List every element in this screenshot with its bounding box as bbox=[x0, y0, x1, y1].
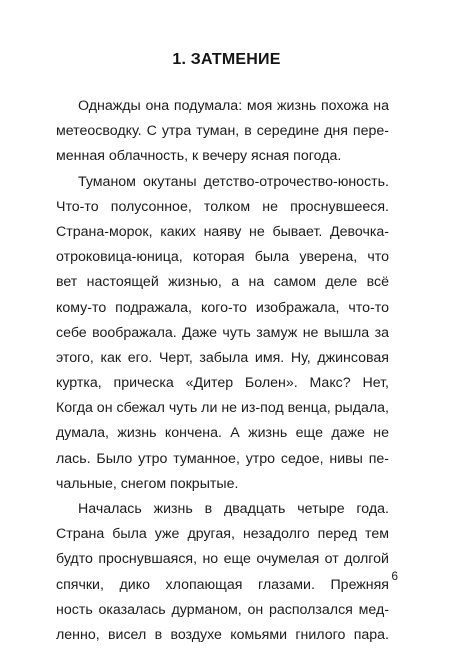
body-text bbox=[56, 94, 389, 648]
text-line: отроковица-юница, которая была уверена, что bbox=[56, 249, 389, 266]
text-line: ленно, висел в воздухе комьями гнилого пара. bbox=[56, 626, 389, 643]
page-number: 6 bbox=[391, 569, 398, 583]
text-line: думала, жизнь кончена. А жизнь еще даже не bbox=[56, 425, 389, 442]
paragraph bbox=[56, 497, 389, 648]
text-line: кому-то подражала, кого-то изображала, что-то bbox=[56, 299, 389, 316]
text-line: себе воображала. Даже чуть замуж не вышла за bbox=[56, 324, 389, 341]
text-line: менная облачность, к вечеру ясная погода. bbox=[56, 148, 342, 165]
text-line: Однажды она подумала: моя жизнь похожа на bbox=[78, 98, 389, 114]
text-line: Страна была уже другая, незадолго перед тем bbox=[56, 526, 389, 543]
text-line: Когда он сбежал чуть ли не из-под венца, рыдала, bbox=[56, 400, 389, 417]
text-line: будто проснувшаяся, но еще очумелая от долгой bbox=[56, 551, 389, 568]
text-line: ность оказалась дурманом, он расползался мед- bbox=[56, 601, 389, 618]
text-line: Началась жизнь в двадцать четыре года. bbox=[78, 501, 389, 517]
text-line: Что-то полусонное, толком не проснувшееся. bbox=[56, 198, 389, 215]
text-line: этого, как его. Черт, забыла имя. Ну, джинсовая bbox=[56, 349, 389, 366]
text-line: куртка, прическа «Дитер Болен». Макс? Нет, bbox=[56, 375, 389, 392]
paragraph bbox=[56, 94, 389, 170]
text-line: вет настоящей жизнью, а на самом деле всё bbox=[56, 274, 389, 291]
chapter-title: 1. ЗАТМЕНИЕ bbox=[172, 51, 281, 68]
text-line: метеосводку. С утра туман, в середине дня пере- bbox=[56, 123, 389, 140]
paragraph bbox=[56, 170, 389, 497]
text-line: спячки, дико хлопающая глазами. Прежняя bbox=[56, 576, 389, 593]
text-line: Туманом окутаны детство-отрочество-юность. bbox=[78, 173, 389, 190]
text-line: Страна-морок, каких наяву не бывает. Девочка- bbox=[56, 223, 389, 240]
text-line: чальные, снегом покрытые. bbox=[56, 475, 239, 492]
text-line: лась. Было утро туманное, утро седое, нивы пе- bbox=[56, 450, 389, 467]
